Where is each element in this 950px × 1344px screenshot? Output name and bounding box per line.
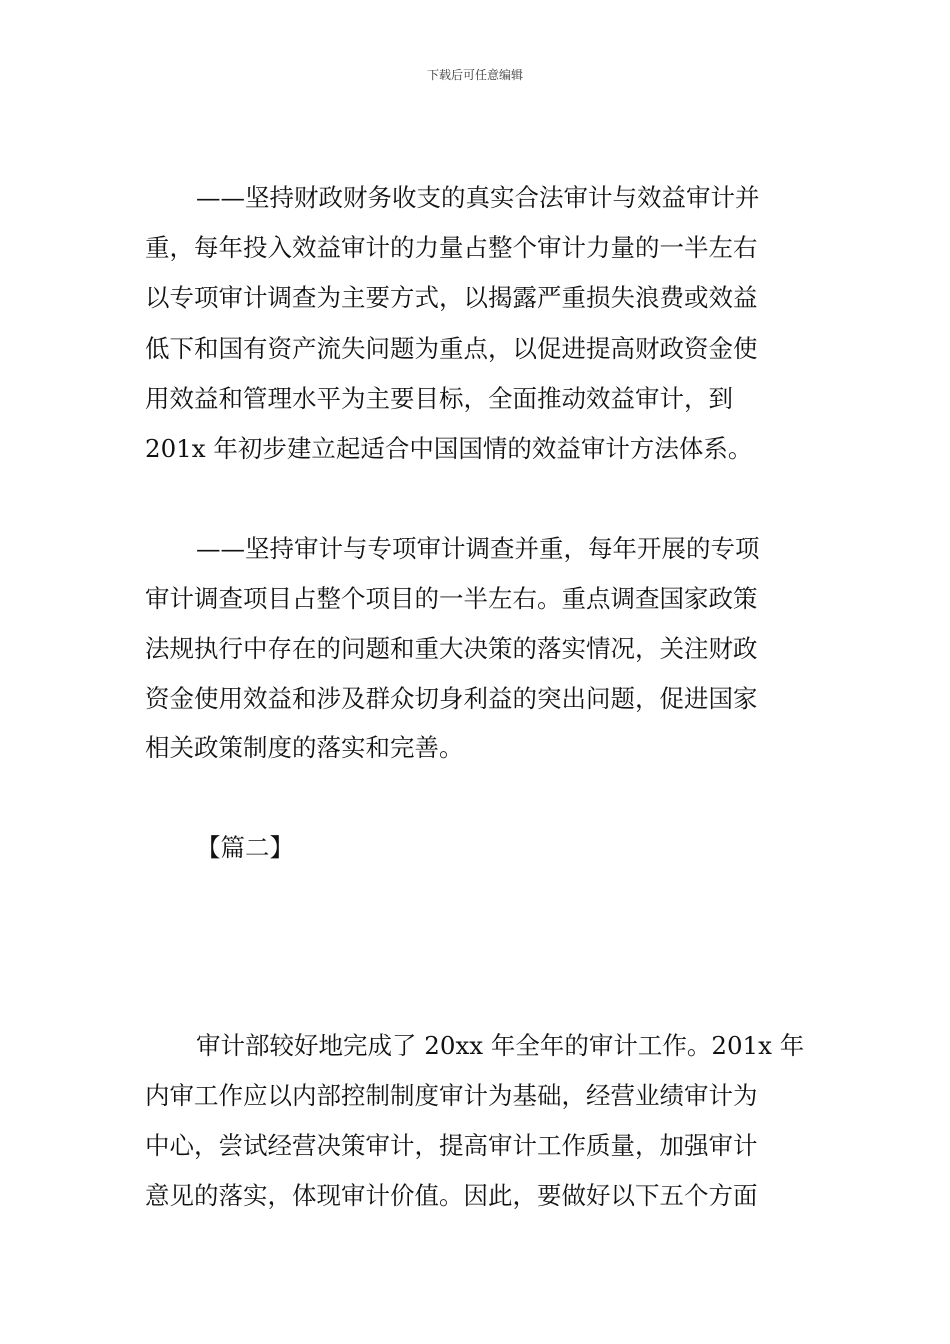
text-line: 资金使用效益和涉及群众切身利益的突出问题，促进国家 xyxy=(145,684,758,713)
text-line: 法规执行中存在的问题和重大决策的落实情况，关注财政 xyxy=(145,634,758,663)
text-line: 以专项审计调查为主要方式，以揭露严重损失浪费或效益 xyxy=(145,283,758,312)
text-line: 201x 年初步建立起适合中国国情的效益审计方法体系。 xyxy=(145,434,753,463)
text-line: 相关政策制度的落实和完善。 xyxy=(145,733,464,762)
text-line: 审计调查项目占整个项目的一半左右。重点调查国家政策 xyxy=(145,584,758,613)
header-note: 下载后可任意编辑 xyxy=(426,68,523,82)
text-line: ——坚持审计与专项审计调查并重，每年开展的专项 xyxy=(196,534,760,563)
text-line: 审计部较好地完成了 20xx 年全年的审计工作。201x 年 xyxy=(196,1031,805,1060)
text-line: 中心，尝试经营决策审计，提高审计工作质量，加强审计 xyxy=(145,1131,758,1160)
text-line: 意见的落实，体现审计价值。因此，要做好以下五个方面 xyxy=(145,1181,758,1210)
text-line: 重，每年投入效益审计的力量占整个审计力量的一半左右 xyxy=(145,233,758,262)
text-line: 低下和国有资产流失问题为重点，以促进提高财政资金使 xyxy=(145,334,758,363)
text-line: 用效益和管理水平为主要目标，全面推动效益审计，到 xyxy=(145,384,733,413)
section-heading: 【篇二】 xyxy=(196,833,294,862)
text-line: 内审工作应以内部控制制度审计为基础，经营业绩审计为 xyxy=(145,1081,758,1110)
text-line: ——坚持财政财务收支的真实合法审计与效益审计并 xyxy=(196,183,760,212)
